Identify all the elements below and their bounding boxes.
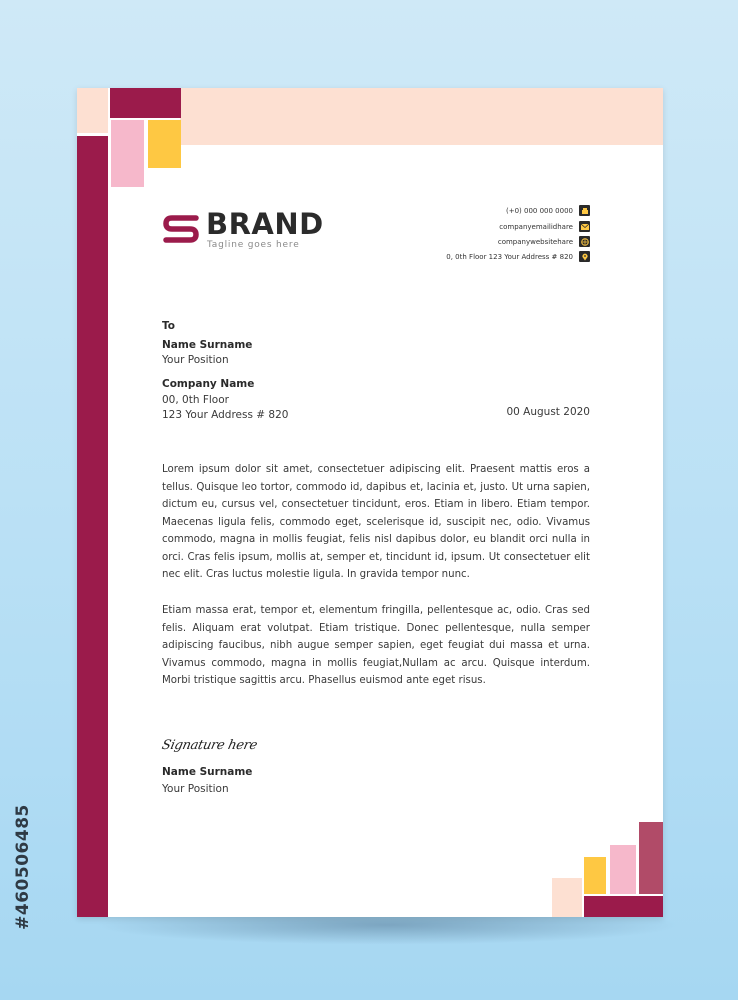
- brand-s-icon: [162, 212, 202, 247]
- recipient-address-line2: 123 Your Address # 820: [162, 409, 289, 421]
- corner-yellow-block: [148, 120, 181, 168]
- signature-name: Name Surname: [162, 766, 253, 778]
- left-sidebar-stripe: [77, 136, 108, 917]
- recipient-to-label: To: [162, 320, 175, 332]
- footer-pink-block: [610, 845, 636, 894]
- body-paragraph-1: Lorem ipsum dolor sit amet, consectetuer adipiscing elit. Praesent mattis eros a tellus. Quisque leo tortor, commodo id, dapibus et, lacinia et, justo. Ut urna sapien, dictum eu, cursus vel, consectetuer tincidunt, eros. Etiam in libero. Etiam tempor. Maecenas ligula felis, commodo eget, scelerisque id, suscipit nec, odio. Vivamus commodo, magna in mollis feugiat, felis nisl dapibus dolor, eu blandit orci nulla in orci. Cras felis ipsum, mollis at, semper et, tincidunt id, ipsum. Ut consectetuer elit nec elit. Cras luctus molestie ligula. In gravida tempor nunc.: [162, 464, 590, 580]
- contact-email-text: companyemailidhare: [499, 222, 573, 231]
- corner-peach-block: [77, 88, 108, 133]
- recipient-position: Your Position: [162, 354, 229, 366]
- stock-watermark: [8, 752, 38, 982]
- contact-address-text: 0, 0th Floor 123 Your Address # 820: [446, 252, 573, 261]
- contact-phone: [506, 205, 590, 216]
- signature-script: Signature here: [160, 738, 259, 753]
- envelope-icon: [579, 221, 590, 232]
- footer-yellow-block: [584, 857, 606, 894]
- recipient-address-line1: 00, 0th Floor: [162, 394, 229, 406]
- location-pin-icon: [579, 251, 590, 262]
- recipient-name: Name Surname: [162, 339, 253, 351]
- stock-id-text: #460506485: [13, 804, 33, 930]
- letter-date: 00 August 2020: [506, 406, 590, 418]
- header-peach-band: [180, 88, 663, 145]
- signature-position: Your Position: [162, 783, 229, 795]
- contact-website-text: companywebsitehare: [497, 237, 573, 246]
- corner-burgundy-block: [110, 88, 181, 118]
- brand-logo: [162, 212, 202, 247]
- footer-mauve-block: [639, 822, 663, 894]
- contact-address: [446, 251, 590, 262]
- brand-tagline: Tagline goes here: [207, 240, 300, 250]
- body-paragraph-2: Etiam massa erat, tempor et, elementum fringilla, pellentesque ac, odio. Cras sed felis. Aliquam erat volutpat. Etiam tristique. Donec pellentesque, nulla semper adipiscing faucibus, nibh augue semper sapien, eget feugiat dui massa et urna. Vivamus commodo, magna in mollis feugiat,Nullam ac arcu. Quisque interdum. Morbi tristique sagittis arcu. Phasellus euismod ante eget risus.: [162, 605, 590, 686]
- globe-icon: [579, 236, 590, 247]
- contact-website: [498, 236, 590, 247]
- contact-phone-text: (+0) 000 000 0000: [506, 206, 573, 215]
- corner-pink-block: [111, 120, 144, 187]
- brand-name: BRAND: [206, 207, 324, 241]
- footer-burgundy-block: [584, 896, 663, 917]
- phone-icon: [579, 205, 590, 216]
- footer-peach-block: [552, 878, 582, 917]
- letterhead-page: [77, 88, 663, 917]
- recipient-company: Company Name: [162, 378, 255, 390]
- contact-email: [499, 221, 590, 232]
